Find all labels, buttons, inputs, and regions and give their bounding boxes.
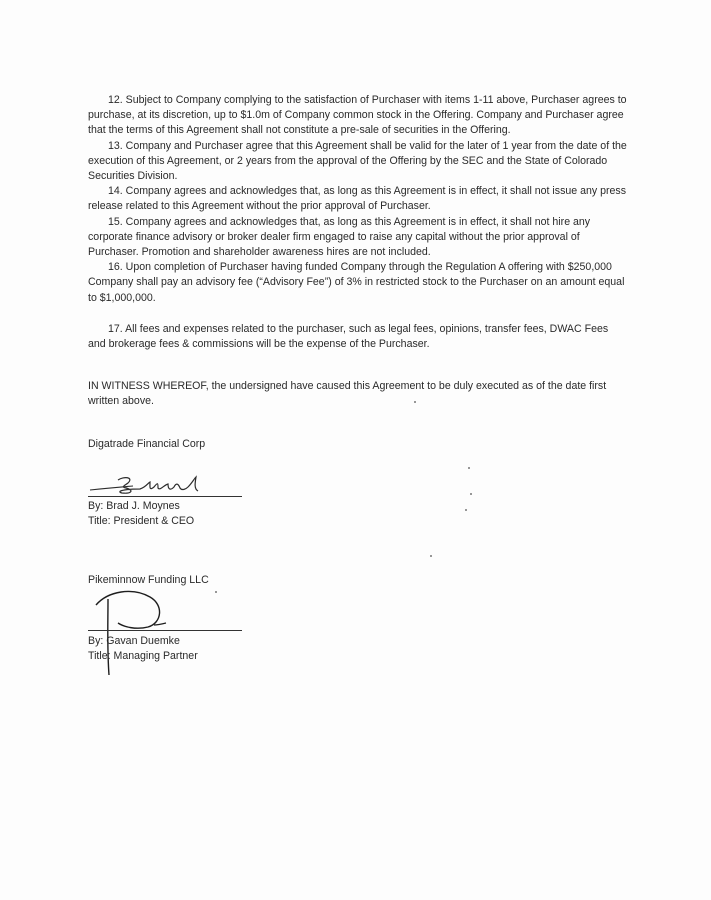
scan-speck <box>215 591 217 593</box>
clause-17: 17. All fees and expenses related to the purchaser, such as legal fees, opinions, transfer fees, DWAC Fees and brokerage fees & commissions will be the expense of the Purchaser. <box>88 322 609 351</box>
clause-15: 15. Company agrees and acknowledges that, as long as this Agreement is in effect, it shall not hire any corporate finance advisory or broker dealer firm engaged to raise any capital without the prior approval of Purchaser. Promotion and shareholder awareness hires are not included. <box>88 215 591 259</box>
signature-line <box>88 496 242 497</box>
scan-speck <box>468 467 470 469</box>
clause-16: 16. Upon completion of Purchaser having funded Company through the Regulation A offering with $250,000 Company shall pay an advisory fee (“Advisory Fee”) of 3% in restricted stock to the Purchaser on an amount equal to $1,000,000. <box>88 261 625 304</box>
scan-speck <box>470 493 472 495</box>
signatory-title: Title: Managing Partner <box>88 650 198 662</box>
agreement-clauses <box>88 93 628 352</box>
scan-speck <box>465 509 467 511</box>
signature-moynes-icon <box>88 473 238 497</box>
signature-line <box>88 630 242 631</box>
clause-12: 12. Subject to Company complying to the satisfaction of Purchaser with items 1-11 above, Purchaser agrees to purchase, at its discretion, up to $1.0m of Company common stock in the Offering. Company and Purchaser agree that the terms of this Agreement shall not constitute a pre-sale of securities in the Offering. <box>88 94 627 137</box>
clause-14: 14. Company agrees and acknowledges that, as long as this Agreement is in effect, it shall not issue any press release related to this Agreement without the prior approval of Purchaser. <box>88 185 627 213</box>
signatory-title: Title: President & CEO <box>88 515 195 527</box>
scan-speck <box>414 401 416 403</box>
signature-block-digatrade <box>88 437 348 537</box>
signatory-company: Digatrade Financial Corp <box>88 438 206 450</box>
clause-13: 13. Company and Purchaser agree that this Agreement shall be valid for the later of 1 year from the date of the execution of this Agreement, or 2 years from the approval of the Offering by the SEC and the State of Colorado Securities Division. <box>88 139 627 183</box>
signatory-name: By: Brad J. Moynes <box>88 500 180 512</box>
scan-speck <box>430 555 432 557</box>
signatory-name: By: Gavan Duemke <box>88 635 180 647</box>
signatory-company: Pikeminnow Funding LLC <box>88 574 209 586</box>
witness-statement: IN WITNESS WHEREOF, the undersigned have caused this Agreement to be duly executed as of the date first written above. <box>88 380 607 408</box>
signature-block-pikeminnow <box>88 573 348 673</box>
signature-duemke-icon <box>88 583 178 683</box>
